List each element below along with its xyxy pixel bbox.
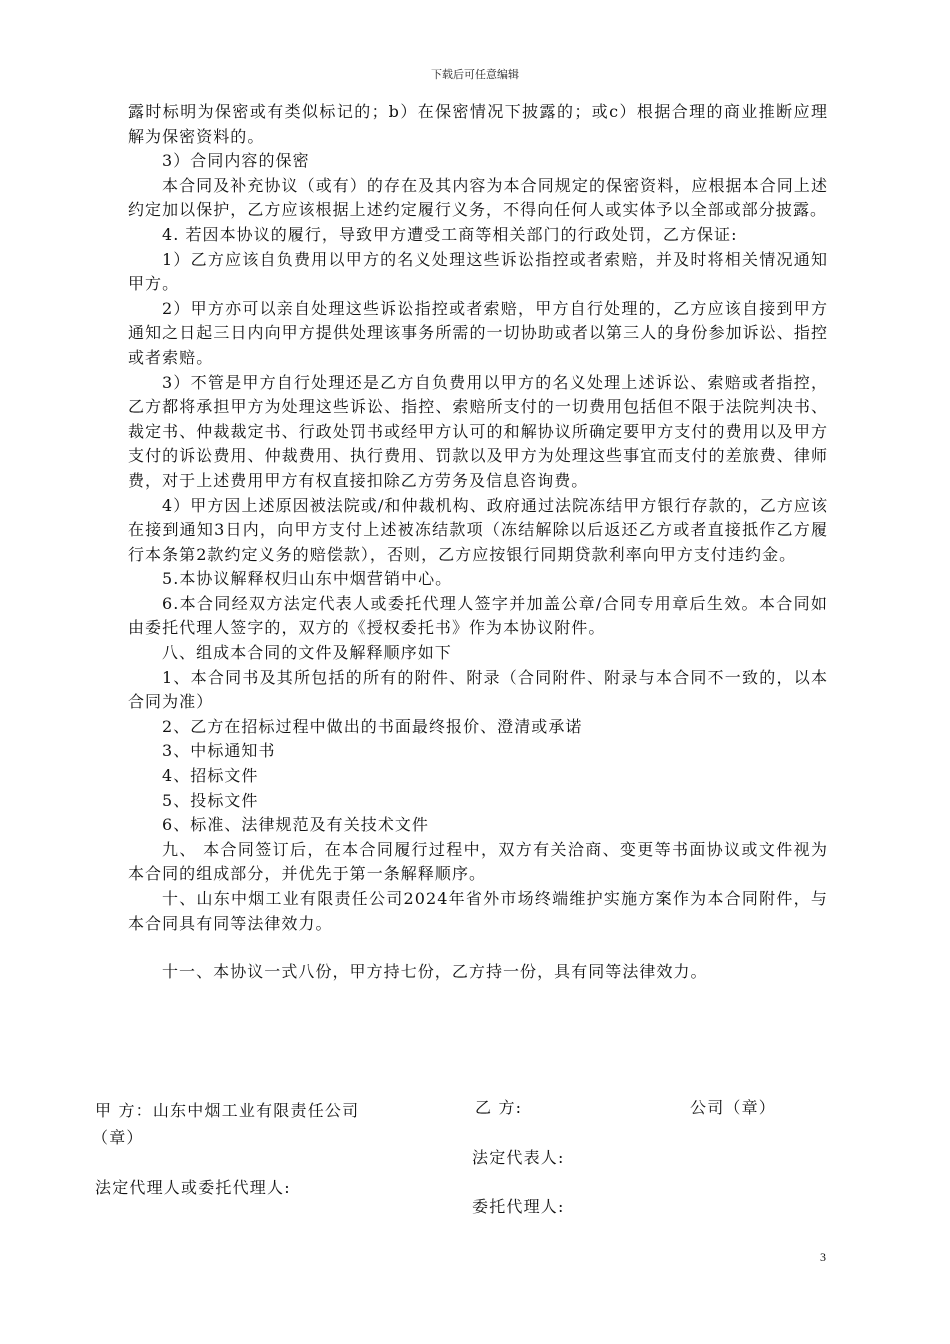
paragraph: 露时标明为保密或有类似标记的；b）在保密情况下披露的；或c）根据合理的商业推断应理解为保密资料的。 xyxy=(128,102,828,146)
paragraph: 本合同及补充协议（或有）的存在及其内容为本合同规定的保密资料，应根据本合同上述约定加以保护，乙方应该根据上述约定履行义务，不得向任何人或实体予以全部或部分披露。 xyxy=(128,175,828,220)
party-a-name: 山东中烟工业有限责任公司 xyxy=(152,1101,360,1120)
paragraph: 6、标准、法律规范及有关技术文件 xyxy=(162,815,429,835)
paragraph: 十、山东中烟工业有限责任公司2024年省外市场终端维护实施方案作为本合同附件，与本合同具有同等法律效力。 xyxy=(128,889,828,933)
paragraph: 九、 本合同签订后，在本合同履行过程中，双方有关洽商、变更等书面协议或文件视为本合同的组成部分，并优先于第一条解释顺序。 xyxy=(128,839,828,884)
paragraph: 5、投标文件 xyxy=(162,790,259,810)
paragraph-list xyxy=(128,100,828,936)
paragraph: 5.本协议解释权归山东中烟营销中心。 xyxy=(162,569,453,589)
party-b-representative-label: 法定代表人: xyxy=(472,1148,565,1167)
paragraph: 2、乙方在招标过程中做出的书面最终报价、澄清或承诺 xyxy=(162,716,583,736)
party-a-line xyxy=(95,1098,359,1121)
party-b-label: 乙 方: xyxy=(475,1098,523,1117)
paragraph: 6.本合同经双方法定代表人或委托代理人签字并加盖公章/合同专用章后生效。本合同如由委托代理人签字的，双方的《授权委托书》作为本协议附件。 xyxy=(128,593,828,638)
paragraph: 3）不管是甲方自行处理还是乙方自负费用以甲方的名义处理上述诉讼、索赔或者指控，乙方都将承担甲方为处理这些诉讼、指控、索赔所支付的一切费用包括但不限于法院判决书、裁定书、仲裁裁定书、行政处罚书或经甲方认可的和解协议所确定要甲方支付的费用以及甲方支付的诉讼费用、仲裁费用、执行费用、罚款以及甲方为处理这些事宜而支付的差旅费、律师费，对于上述费用甲方有权直接扣除乙方劳务及信息咨询费。 xyxy=(128,372,828,490)
paragraph: 4、招标文件 xyxy=(162,766,259,786)
paragraph: 3、中标通知书 xyxy=(162,741,276,761)
spacer xyxy=(128,936,828,960)
paragraph: 1、本合同书及其所包括的所有的附件、附录（合同附件、附录与本合同不一致的，以本合同为准） xyxy=(128,667,828,712)
party-a-seal: （章） xyxy=(92,1128,144,1147)
party-a-label: 甲 方： xyxy=(95,1101,153,1120)
party-a-agent-label: 法定代理人或委托代理人: xyxy=(95,1178,291,1197)
party-b-company-seal: 公司（章） xyxy=(690,1098,777,1117)
closing-clause: 十一、本协议一式八份，甲方持七份，乙方持一份，具有同等法律效力。 xyxy=(162,962,708,982)
page-header: 下载后可任意编辑 xyxy=(431,68,519,81)
paragraph: 八、组成本合同的文件及解释顺序如下 xyxy=(162,643,452,663)
paragraph: 1）乙方应该自负费用以甲方的名义处理这些诉讼指控或者索赔，并及时将相关情况通知甲方。 xyxy=(128,249,828,294)
paragraph: 2）甲方亦可以亲自处理这些诉讼指控或者索赔，甲方自行处理的，乙方应该自接到甲方通知之日起三日内向甲方提供处理该事务所需的一切协助或者以第三人的身份参加诉讼、指控或者索赔。 xyxy=(128,298,828,367)
paragraph: 4）甲方因上述原因被法院或/和仲裁机构、政府通过法院冻结甲方银行存款的，乙方应该在接到通知3日内，向甲方支付上述被冻结款项（冻结解除以后返还乙方或者直接抵作乙方履行本条第2款约定义务的赔偿款），否则，乙方应按银行同期贷款利率向甲方支付违约金。 xyxy=(128,495,828,564)
party-b-agent-label: 委托代理人: xyxy=(472,1197,565,1216)
paragraph: 4. 若因本协议的履行，导致甲方遭受工商等相关部门的行政处罚，乙方保证: xyxy=(162,224,738,244)
paragraph: 3）合同内容的保密 xyxy=(162,151,310,171)
document-body xyxy=(128,100,828,985)
page-number: 3 xyxy=(820,1250,826,1264)
